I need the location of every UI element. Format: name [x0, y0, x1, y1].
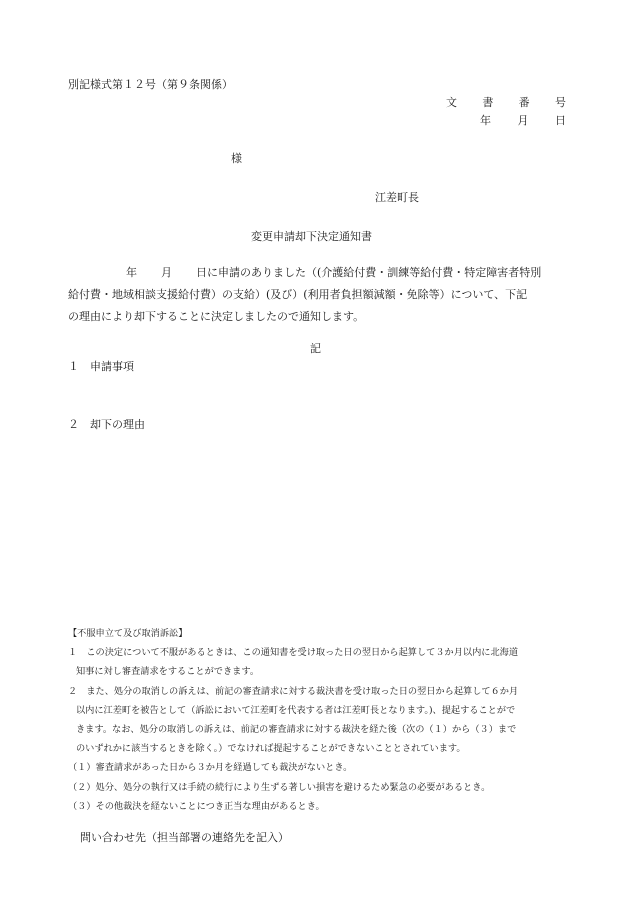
appeal-notice — [68, 624, 568, 816]
notice-line: 以内に江差町を被告として（訴訟において江差町を代表する者は江差町長となります。)、提起することがで — [76, 704, 516, 716]
document-number-char: 号 — [554, 96, 566, 109]
body-line-1-text: 日に申請のありました（(介護給付費・訓練等給付費・特定障害者特別 — [196, 266, 542, 279]
body-month: 月 — [161, 266, 172, 279]
notice-line: （３）その他裁決を経ないことにつき正当な理由があるとき。 — [68, 800, 325, 812]
date-year: 年 — [480, 114, 491, 127]
body-year: 年 — [126, 266, 137, 279]
addressee-suffix: 様 — [231, 152, 242, 165]
body-line-1 — [68, 262, 568, 284]
body-paragraph — [68, 262, 568, 328]
notice-line: きます。なお、処分の取消しの訴えは、前記の審査請求に対する裁決を経た後（次の（１）から（３）まで — [76, 724, 517, 736]
document-number-char: 書 — [482, 96, 494, 109]
date-month: 月 — [517, 114, 529, 127]
notice-line: のいずれかに該当するときを除く。）でなければ提起することができないこととされています。 — [76, 743, 466, 755]
document-date — [480, 112, 566, 128]
notice-line: ２ また、処分の取消しの訴えは、前記の審査請求に対する裁決書を受け取った日の翌日から起算して６か月 — [68, 685, 519, 697]
document-number — [446, 94, 566, 110]
notice-heading: 【不服申立て及び取消訴訟】 — [68, 628, 188, 639]
item-reason: ２ 却下の理由 — [68, 418, 145, 431]
notice-line: （１）審査請求があった日から３か月を経過しても裁決がないとき。 — [68, 762, 353, 774]
body-line-3: の理由により却下することに決定しましたので通知します。 — [68, 310, 365, 323]
notice-line: （２）処分、処分の執行又は手続の続行により生ずる著しい損害を避けるため緊急の必要があるとき。 — [68, 781, 491, 793]
body-line-2: 給付費・地域相談支援給付費）の支給）(及び）(利用者負担額減額・免除等）について、下記 — [68, 288, 528, 301]
notice-line: 知事に対し審査請求をすることができます。 — [76, 666, 260, 678]
document-title: 変更申請却下決定通知書 — [251, 230, 372, 243]
issuer: 江差町長 — [375, 191, 419, 204]
document-number-char: 番 — [518, 96, 530, 109]
form-label: 別記様式第１２号（第９条関係） — [68, 78, 233, 91]
notice-line: １ この決定について不服があるときは、この通知書を受け取った日の翌日から起算して３か月以内に北海道 — [68, 647, 519, 659]
contact-info: 問い合わせ先（担当部署の連絡先を記入） — [80, 831, 289, 844]
item-application: １ 申請事項 — [68, 360, 134, 373]
document-number-char: 文 — [446, 96, 457, 109]
ki-heading: 記 — [310, 342, 321, 355]
date-day: 日 — [555, 114, 566, 127]
